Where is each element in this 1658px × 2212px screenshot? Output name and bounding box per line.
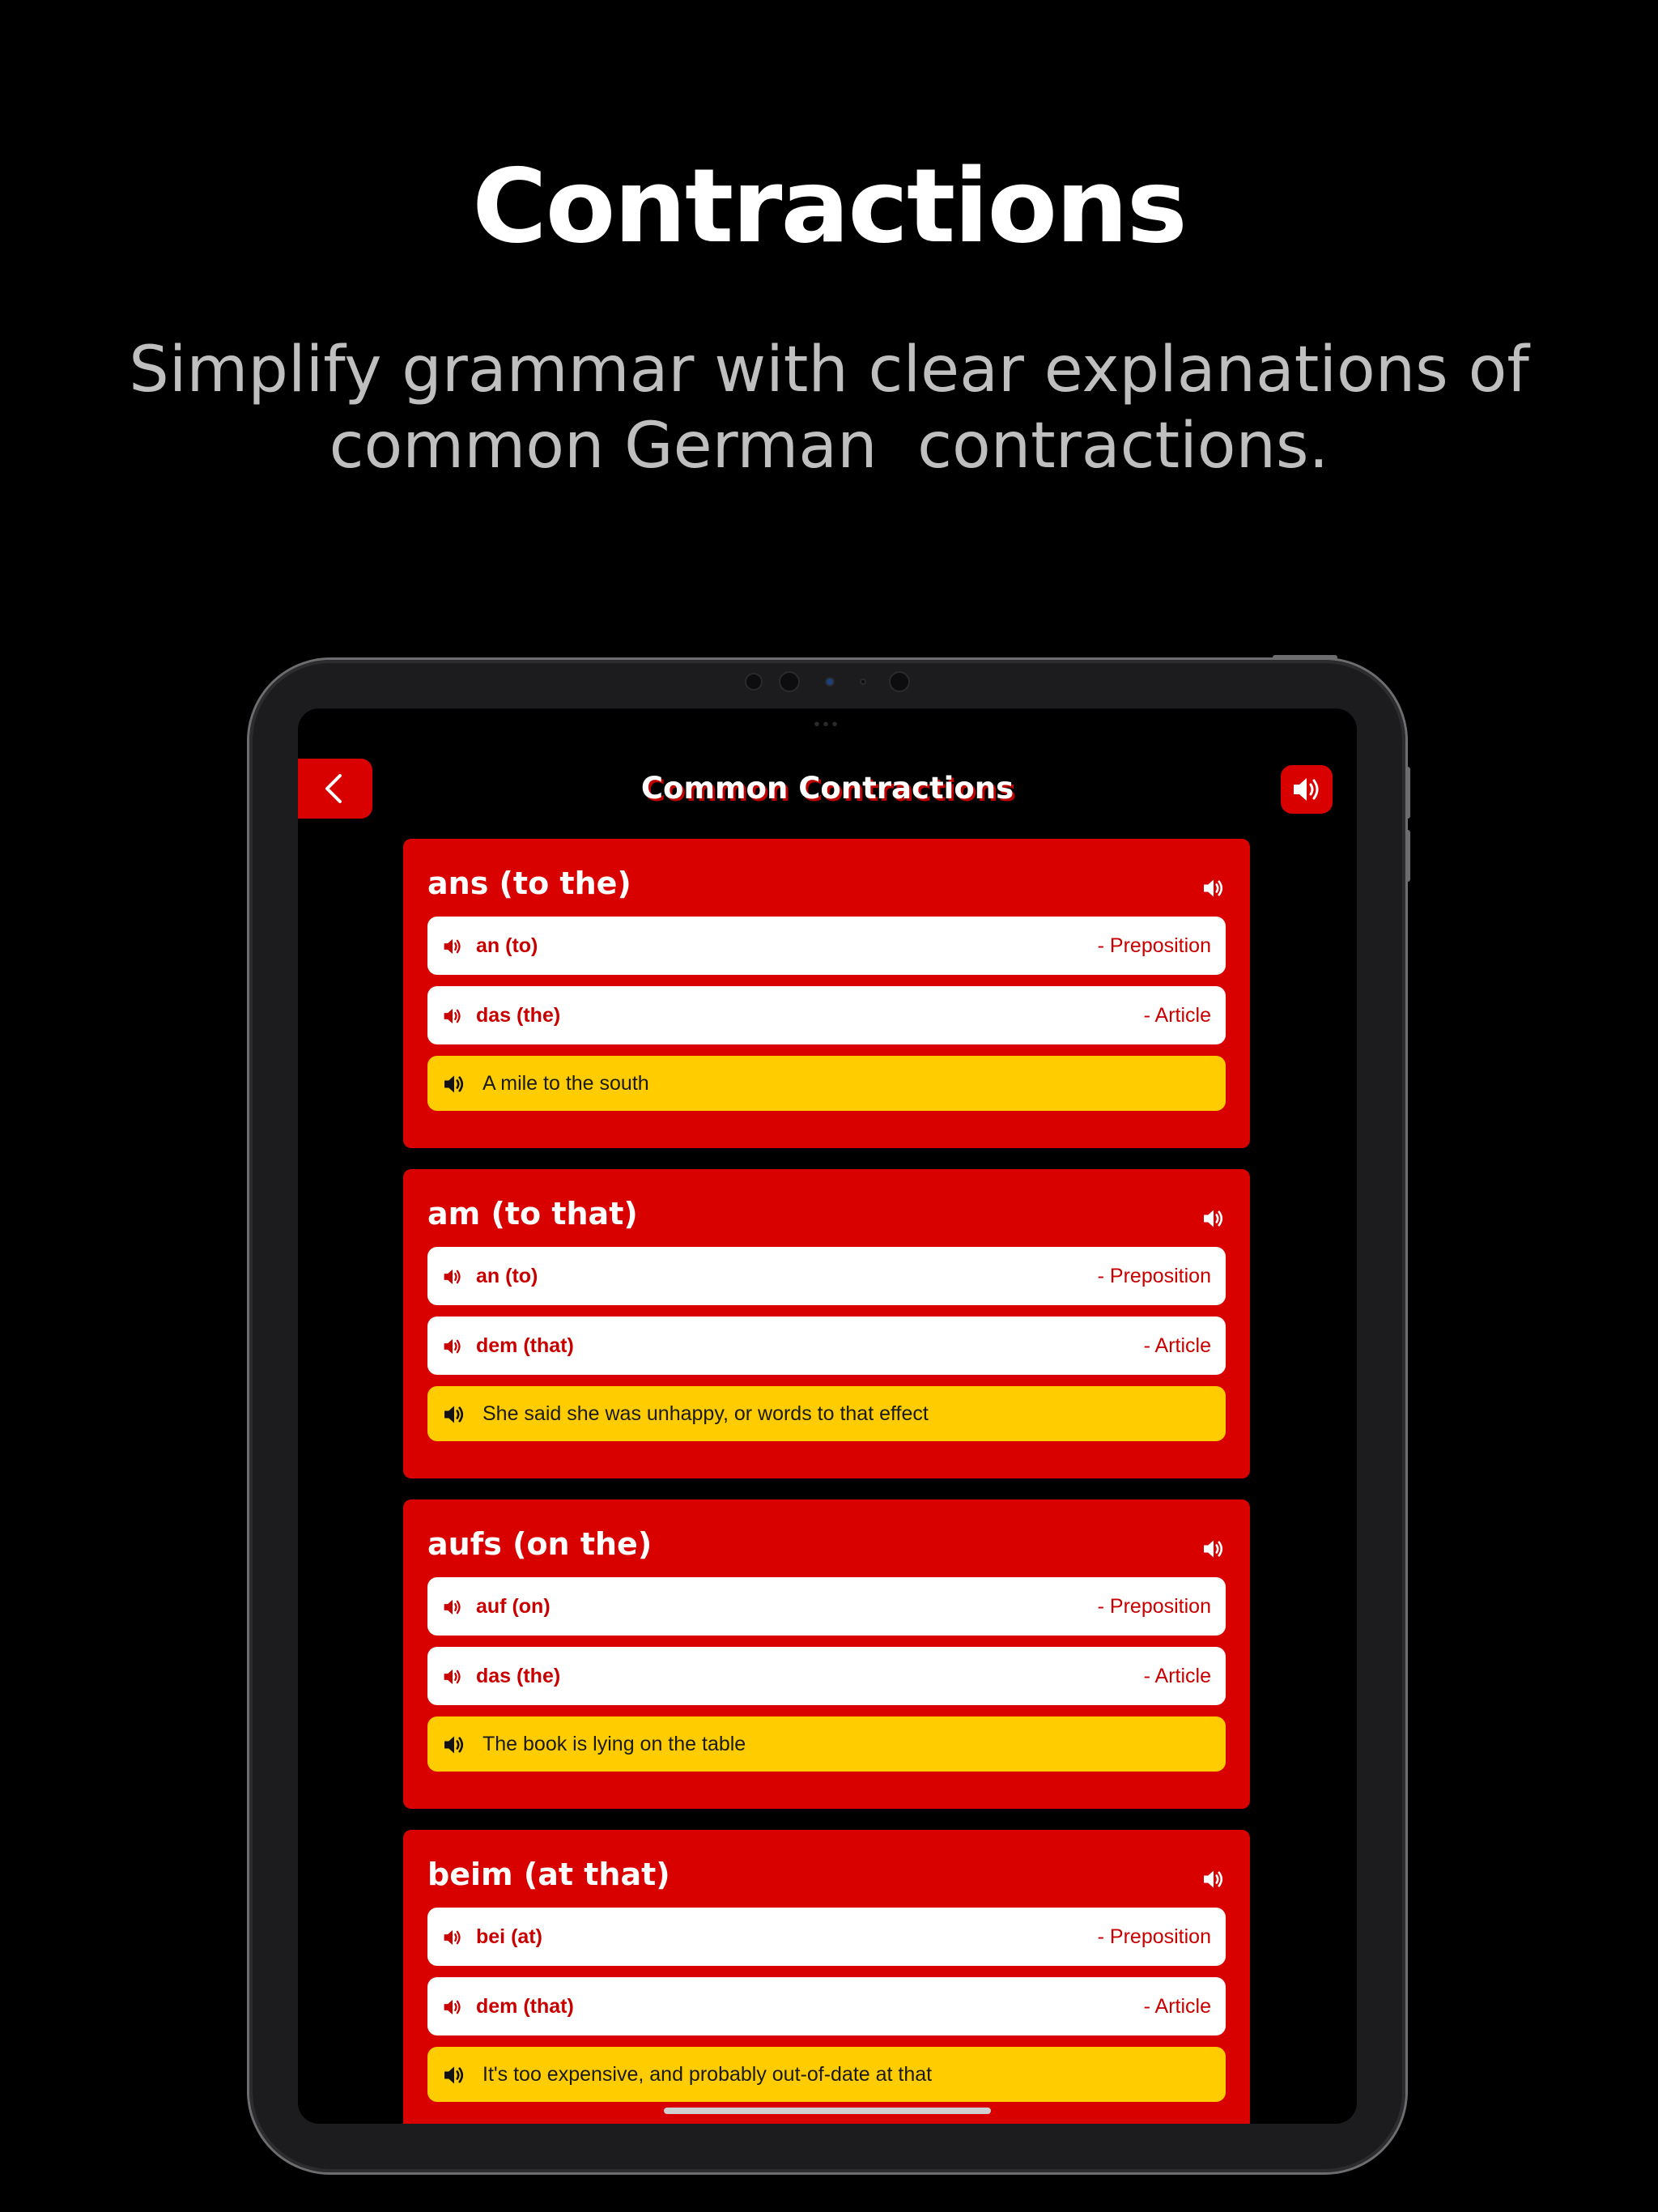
component-word-row[interactable] [427, 1908, 1226, 1966]
component-word: dem (that) [476, 1334, 574, 1357]
component-word-row[interactable] [427, 917, 1226, 975]
component-word: bei (at) [476, 1925, 542, 1948]
component-word-row[interactable] [427, 1247, 1226, 1305]
contraction-title: ans (to the) [427, 866, 631, 901]
word-type-label: - Article [1143, 1003, 1211, 1027]
contraction-card [403, 1830, 1250, 2124]
component-word-row[interactable] [427, 1577, 1226, 1636]
camera-sensor [746, 674, 761, 689]
speaker-icon[interactable] [442, 1927, 463, 1946]
hero-subtitle [121, 332, 1537, 484]
example-sentence-row[interactable] [427, 1056, 1226, 1111]
speaker-icon[interactable] [442, 1266, 463, 1286]
component-word-row[interactable] [427, 986, 1226, 1044]
example-sentence-row[interactable] [427, 1386, 1226, 1441]
word-type-label: - Article [1143, 1994, 1211, 2018]
camera-mic [861, 680, 865, 683]
component-word-row[interactable] [427, 1977, 1226, 2035]
component-word: das (the) [476, 1003, 561, 1027]
chevron-left-icon [319, 772, 351, 805]
example-sentence: The book is lying on the table [483, 1732, 746, 1755]
tablet-device-frame [249, 660, 1405, 2172]
word-type-label: - Preposition [1097, 934, 1211, 957]
word-type-label: - Preposition [1097, 1925, 1211, 1948]
contractions-list [403, 839, 1250, 2124]
contraction-title: am (to that) [427, 1196, 638, 1231]
speaker-icon[interactable] [442, 936, 463, 955]
component-word: das (the) [476, 1664, 561, 1687]
word-type-label: - Preposition [1097, 1594, 1211, 1618]
component-word: an (to) [476, 1264, 538, 1287]
camera-flash [891, 673, 908, 691]
component-word: dem (that) [476, 1994, 574, 2018]
contraction-card [403, 1499, 1250, 1809]
example-sentence: It's too expensive, and probably out-of-date at that [483, 2062, 933, 2086]
back-button[interactable] [298, 759, 372, 819]
contraction-title: aufs (on the) [427, 1526, 653, 1562]
camera-lens [780, 673, 798, 691]
component-word-row[interactable] [427, 1317, 1226, 1375]
word-type-label: - Preposition [1097, 1264, 1211, 1287]
hero-title: Contractions [472, 147, 1186, 266]
hero-subtitle-line: common German contractions. [329, 410, 1329, 483]
speaker-icon[interactable] [442, 1733, 466, 1755]
app-screen [298, 708, 1357, 2124]
example-sentence-row[interactable] [427, 1716, 1226, 1772]
speaker-icon[interactable] [442, 2063, 466, 2086]
speaker-icon[interactable] [442, 1997, 463, 2016]
speaker-icon[interactable] [1201, 1537, 1226, 1565]
example-sentence: A mile to the south [483, 1071, 649, 1095]
device-top-button [1273, 655, 1337, 660]
contraction-card [403, 1169, 1250, 1478]
contraction-title: beim (at that) [427, 1857, 670, 1892]
page-title: Common Contractions [640, 771, 1014, 806]
example-sentence: She said she was unhappy, or words to that effect [483, 1402, 929, 1425]
component-word: auf (on) [476, 1594, 551, 1618]
speaker-icon[interactable] [1201, 1867, 1226, 1895]
word-type-label: - Article [1143, 1334, 1211, 1357]
speaker-icon[interactable] [442, 1597, 463, 1616]
speaker-icon[interactable] [1201, 876, 1226, 904]
speaker-icon [1290, 773, 1323, 806]
component-word-row[interactable] [427, 1647, 1226, 1705]
speaker-icon[interactable] [442, 1666, 463, 1686]
home-indicator[interactable] [664, 2108, 991, 2114]
speaker-icon[interactable] [1201, 1206, 1226, 1235]
device-volume-down-button [1405, 830, 1410, 882]
example-sentence-row[interactable] [427, 2047, 1226, 2102]
hero-subtitle-line: Simplify grammar with clear explanations of [129, 334, 1529, 406]
camera-indicator [827, 678, 833, 685]
speaker-icon[interactable] [442, 1336, 463, 1355]
contraction-card [403, 839, 1250, 1148]
sound-toggle-button[interactable] [1281, 765, 1333, 814]
word-type-label: - Article [1143, 1664, 1211, 1687]
speaker-icon[interactable] [442, 1072, 466, 1095]
multitask-dots[interactable]: ••• [814, 716, 841, 734]
speaker-icon[interactable] [442, 1402, 466, 1425]
speaker-icon[interactable] [442, 1006, 463, 1025]
device-volume-up-button [1405, 767, 1410, 819]
component-word: an (to) [476, 934, 538, 957]
